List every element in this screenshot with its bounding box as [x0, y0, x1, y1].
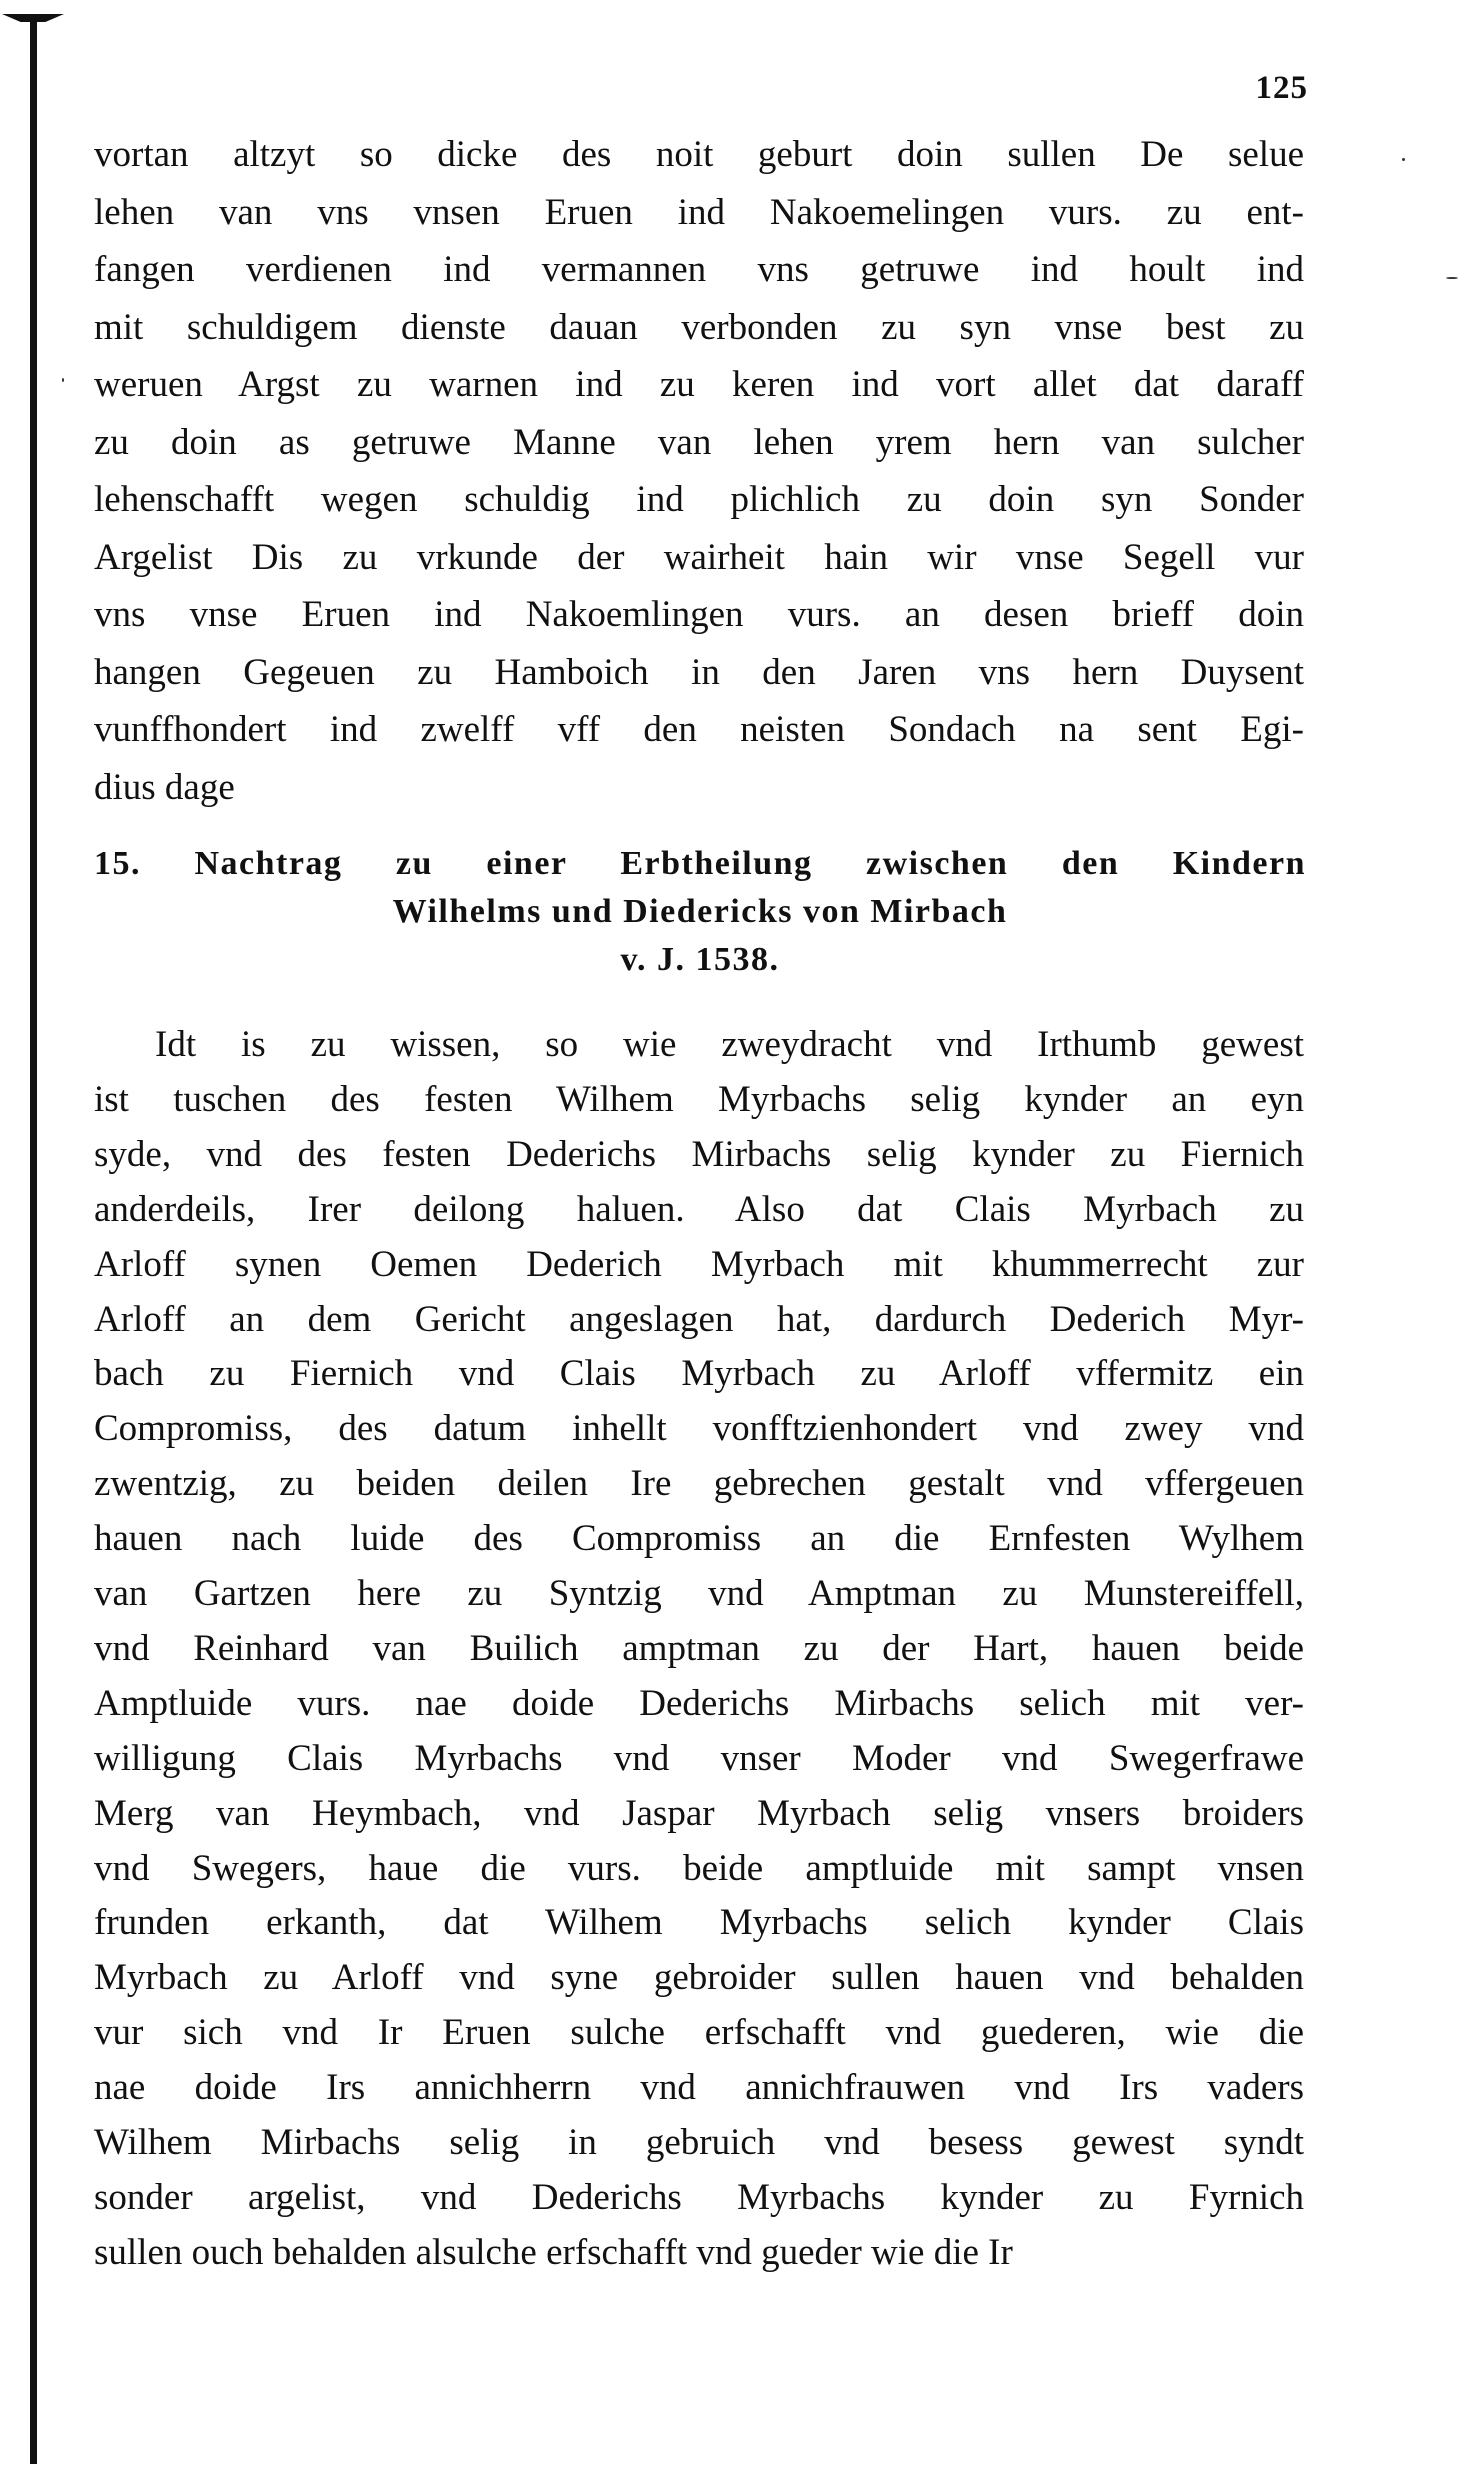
- section-heading-line-2: Wilhelms und Diedericks von Mirbach: [392, 893, 1008, 930]
- text-line: vnd Swegers, haue die vurs. beide amptluide mit sampt vnsen: [94, 1847, 1304, 1889]
- text-line: Merg van Heymbach, vnd Jaspar Myrbach selig vnsers broiders: [94, 1792, 1304, 1834]
- binding-edge-shadow: [30, 14, 37, 2464]
- text-line: vunffhondert ind zwelff vff den neisten Sondach na sent Egi-: [94, 709, 1304, 750]
- text-line: van Gartzen here zu Syntzig vnd Amptman zu Munstereiffell,: [94, 1573, 1304, 1614]
- text-line: lehen van vns vnsen Eruen ind Nakoemelingen vurs. zu ent-: [94, 191, 1304, 233]
- text-line: frunden erkanth, dat Wilhem Myrbachs selich kynder Clais: [94, 1902, 1304, 1944]
- text-line: zu doin as getruwe Manne van lehen yrem hern van sulcher: [94, 421, 1304, 463]
- binding-edge-cap: [2, 14, 64, 22]
- text-line: sullen ouch behalden alsulche erfschafft vnd gueder wie die Ir: [94, 2231, 1013, 2273]
- text-line: vns vnse Eruen ind Nakoemlingen vurs. an desen brieff doin: [94, 594, 1304, 635]
- text-line: ist tuschen des festen Wilhem Myrbachs selig kynder an eyn: [94, 1078, 1304, 1120]
- scan-speck: [1402, 158, 1405, 161]
- scan-speck: [1446, 277, 1458, 279]
- text-line: sonder argelist, vnd Dederichs Myrbachs kynder zu Fyrnich: [94, 2176, 1304, 2218]
- text-line: Arloff synen Oemen Dederich Myrbach mit khummerrecht zur: [94, 1243, 1304, 1285]
- text-line: dius dage: [94, 766, 235, 808]
- text-line: vnd Reinhard van Builich amptman zu der Hart, hauen beide: [94, 1627, 1304, 1669]
- text-line: lehenschafft wegen schuldig ind plichlich zu doin syn Sonder: [94, 479, 1304, 520]
- text-line: Myrbach zu Arloff vnd syne gebroider sullen hauen vnd behalden: [94, 1957, 1304, 1999]
- scan-speck: [62, 378, 64, 382]
- text-line: hauen nach luide des Compromiss an die Ernfesten Wylhem: [94, 1518, 1304, 1560]
- text-line: vur sich vnd Ir Eruen sulche erfschafft vnd guederen, wie die: [94, 2012, 1304, 2054]
- text-line: nae doide Irs annichherrn vnd annichfrauwen vnd Irs vaders: [94, 2067, 1304, 2109]
- text-line: zwentzig, zu beiden deilen Ire gebrechen gestalt vnd vffergeuen: [94, 1463, 1304, 1505]
- text-line: Argelist Dis zu vrkunde der wairheit hain wir vnse Segell vur: [94, 536, 1304, 578]
- section-heading-line-3: v. J. 1538.: [620, 941, 780, 978]
- section-heading-line-1: 15. Nachtrag zu einer Erbtheilung zwischen den Kindern: [94, 845, 1306, 882]
- text-line: Arloff an dem Gericht angeslagen hat, dardurch Dederich Myr-: [94, 1298, 1304, 1340]
- text-line: mit schuldigem dienste dauan verbonden zu syn vnse best zu: [94, 306, 1304, 348]
- text-line: bach zu Fiernich vnd Clais Myrbach zu Arloff vffermitz ein: [94, 1353, 1304, 1395]
- text-line: syde, vnd des festen Dederichs Mirbachs selig kynder zu Fiernich: [94, 1133, 1304, 1175]
- text-line: weruen Argst zu warnen ind zu keren ind vort allet dat daraff: [94, 364, 1304, 405]
- text-line: Wilhem Mirbachs selig in gebruich vnd besess gewest syndt: [94, 2122, 1304, 2163]
- text-line: hangen Gegeuen zu Hamboich in den Jaren vns hern Duysent: [94, 651, 1304, 693]
- text-line: vortan altzyt so dicke des noit geburt doin sullen De selue: [94, 134, 1304, 175]
- text-line: Idt is zu wissen, so wie zweydracht vnd Irthumb gewest: [155, 1024, 1304, 1065]
- text-line: anderdeils, Irer deilong haluen. Also dat Clais Myrbach zu: [94, 1188, 1304, 1230]
- text-line: willigung Clais Myrbachs vnd vnser Moder vnd Swegerfrawe: [94, 1737, 1304, 1779]
- text-line: fangen verdienen ind vermannen vns getruwe ind hoult ind: [94, 249, 1304, 290]
- text-line: Compromiss, des datum inhellt vonfftzienhondert vnd zwey vnd: [94, 1408, 1304, 1450]
- text-line: Amptluide vurs. nae doide Dederichs Mirbachs selich mit ver-: [94, 1682, 1304, 1724]
- page-number: 125: [1255, 70, 1308, 106]
